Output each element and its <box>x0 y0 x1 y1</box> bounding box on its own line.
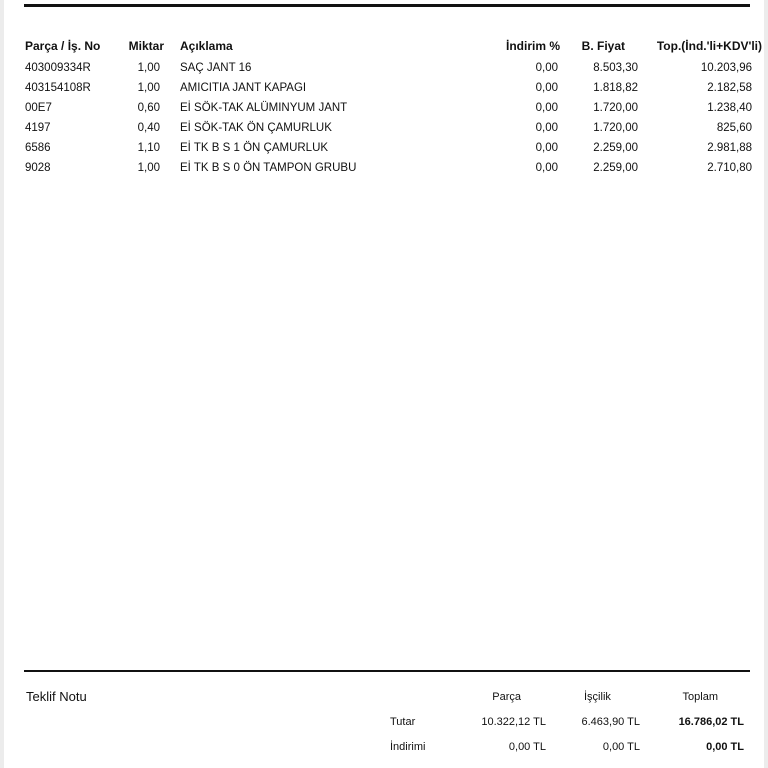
summary-header-total: Toplam <box>682 691 718 703</box>
top-divider <box>24 4 750 7</box>
header-description: Açıklama <box>180 39 233 53</box>
cell-part-no: 00E7 <box>25 102 52 114</box>
cell-discount: 0,00 <box>535 82 558 94</box>
header-part-no: Parça / İş. No <box>25 39 101 53</box>
cell-total: 2.710,80 <box>707 162 752 174</box>
cell-part-no: 403009334R <box>25 62 91 74</box>
summary-labor-value: 0,00 TL <box>602 741 640 753</box>
quote-note-title: Teklif Notu <box>26 689 87 704</box>
cell-description: AMICITIA JANT KAPAGI <box>180 82 307 94</box>
cell-unit-price: 2.259,00 <box>593 142 638 154</box>
cell-quantity: 0,60 <box>137 102 160 114</box>
cell-unit-price: 2.259,00 <box>593 162 638 174</box>
header-unit-price: B. Fiyat <box>581 39 625 53</box>
cell-discount: 0,00 <box>535 62 558 74</box>
summary-labor-value: 6.463,90 TL <box>581 716 640 728</box>
cell-part-no: 6586 <box>25 142 51 154</box>
summary-part-value: 10.322,12 TL <box>481 716 546 728</box>
summary-label: İndirimi <box>390 741 426 753</box>
summary-divider <box>24 670 750 672</box>
cell-part-no: 9028 <box>25 162 51 174</box>
cell-description: Eİ SÖK-TAK ALÜMINYUM JANT <box>180 102 348 114</box>
cell-unit-price: 1.720,00 <box>593 122 638 134</box>
cell-total: 2.182,58 <box>707 82 752 94</box>
summary-header-part: Parça <box>492 691 521 703</box>
cell-description: Eİ SÖK-TAK ÖN ÇAMURLUK <box>180 122 332 134</box>
cell-total: 2.981,88 <box>707 142 752 154</box>
cell-quantity: 1,00 <box>137 162 160 174</box>
cell-part-no: 4197 <box>25 122 51 134</box>
header-quantity: Miktar <box>128 39 164 53</box>
header-total: Top.(İnd.'li+KDV'li) <box>656 39 762 53</box>
cell-quantity: 1,00 <box>137 82 160 94</box>
cell-quantity: 1,00 <box>137 62 160 74</box>
cell-total: 1.238,40 <box>707 102 752 114</box>
summary-total-value: 0,00 TL <box>706 741 744 753</box>
cell-unit-price: 1.720,00 <box>593 102 638 114</box>
cell-discount: 0,00 <box>535 162 558 174</box>
quote-document <box>4 0 764 768</box>
cell-description: Eİ TK B S 1 ÖN ÇAMURLUK <box>180 142 329 154</box>
cell-unit-price: 8.503,30 <box>593 62 638 74</box>
cell-discount: 0,00 <box>535 102 558 114</box>
cell-quantity: 0,40 <box>137 122 160 134</box>
cell-part-no: 403154108R <box>25 82 91 94</box>
cell-discount: 0,00 <box>535 142 558 154</box>
summary-label: Tutar <box>390 716 416 728</box>
summary-total-value: 16.786,02 TL <box>678 716 744 728</box>
cell-total: 825,60 <box>716 122 752 134</box>
cell-total: 10.203,96 <box>700 62 752 74</box>
header-discount: İndirim % <box>505 39 560 53</box>
cell-description: SAÇ JANT 16 <box>180 62 252 74</box>
summary-header-labor: İşçilik <box>584 691 611 703</box>
cell-unit-price: 1.818,82 <box>593 82 638 94</box>
summary-part-value: 0,00 TL <box>508 741 546 753</box>
cell-description: Eİ TK B S 0 ÖN TAMPON GRUBU <box>180 162 357 174</box>
cell-discount: 0,00 <box>535 122 558 134</box>
cell-quantity: 1,10 <box>137 142 160 154</box>
